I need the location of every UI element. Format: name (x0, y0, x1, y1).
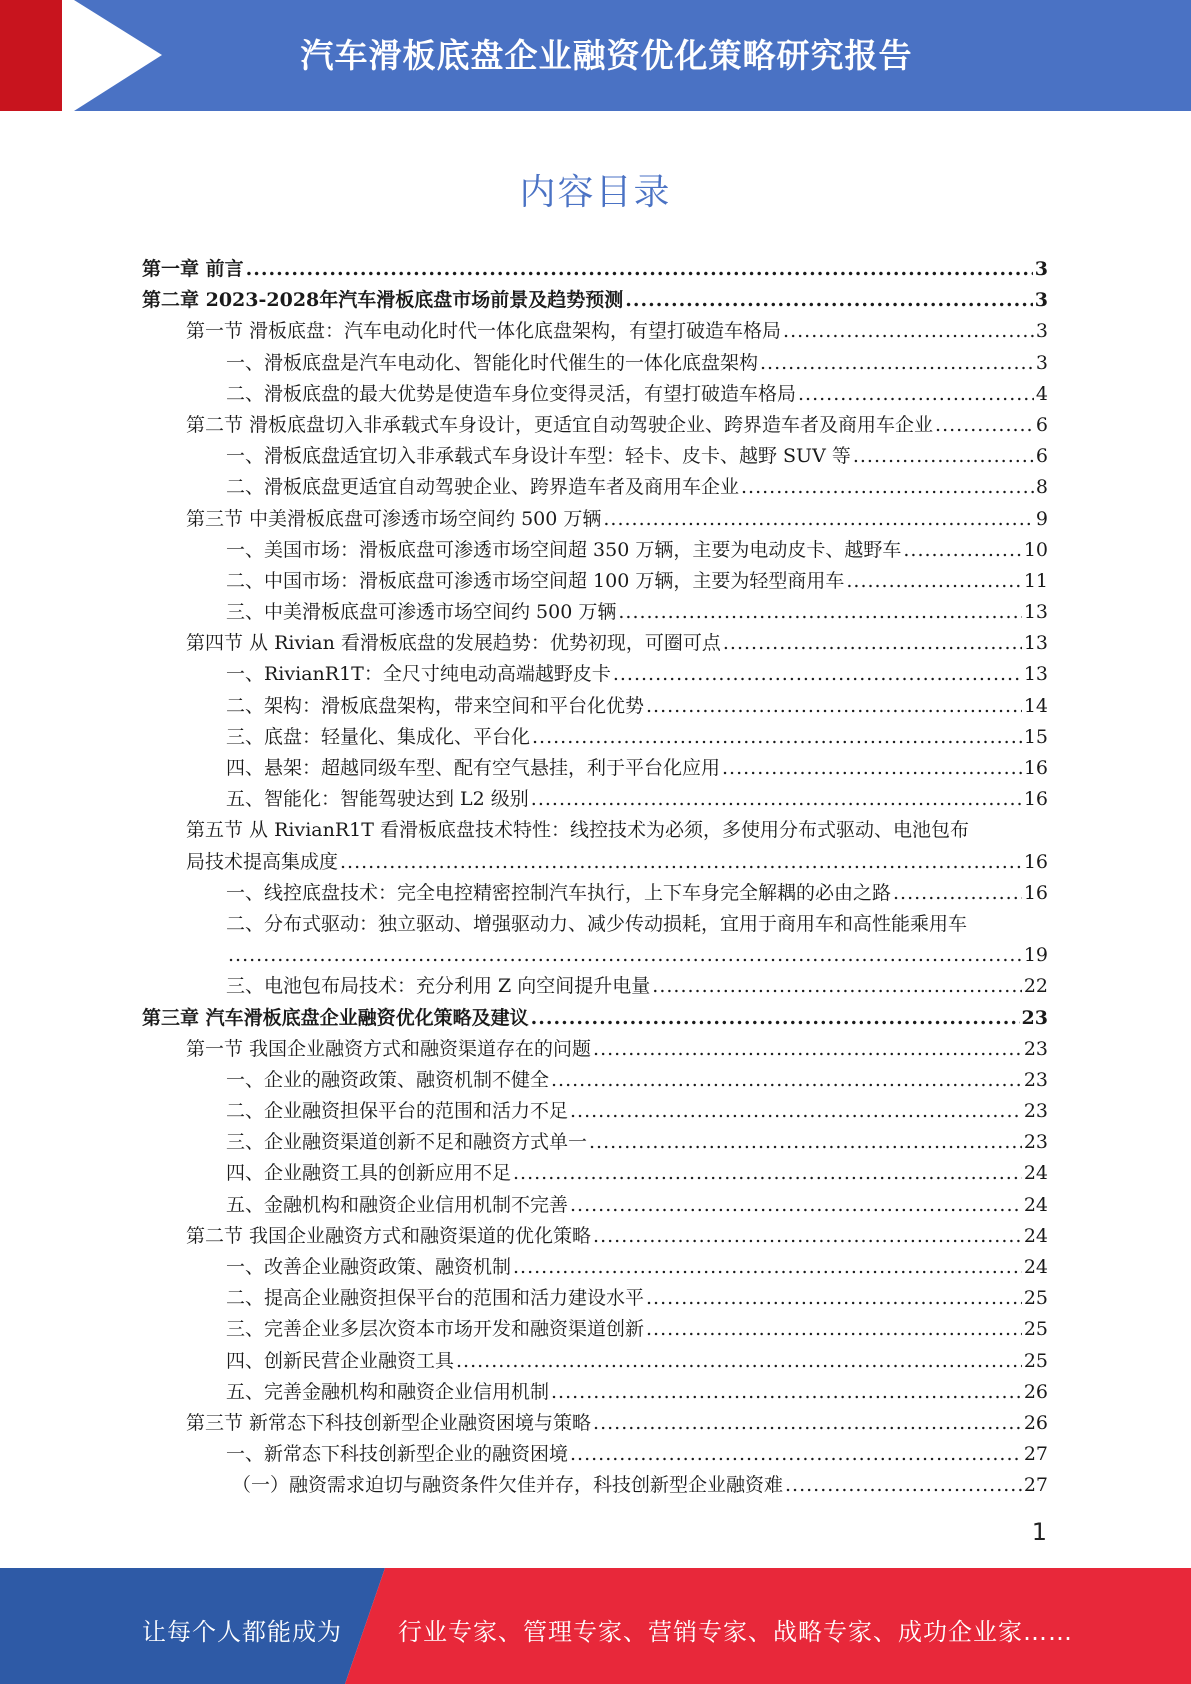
toc-leader-dots (570, 1190, 1022, 1221)
toc-entry-page: 23 (1023, 1131, 1048, 1154)
toc-entry-page: 14 (1023, 694, 1048, 717)
toc-entry[interactable] (142, 285, 1048, 316)
toc-entry-title: 一、滑板底盘是汽车电动化、智能化时代催生的一体化底盘架构 (226, 351, 759, 374)
toc-entry-page: 25 (1023, 1318, 1048, 1341)
toc-entry[interactable] (142, 878, 1048, 909)
toc-entry-page: 11 (1023, 569, 1048, 592)
report-title: 汽车滑板底盘企业融资优化策略研究报告 (300, 36, 913, 75)
toc-entry[interactable] (142, 691, 1048, 722)
toc-entry-page: 23 (1023, 1100, 1048, 1123)
toc-entry[interactable] (142, 753, 1048, 784)
toc-entry[interactable] (142, 1065, 1048, 1096)
toc-entry-page: 3 (1034, 289, 1048, 312)
toc-leader-dots (853, 441, 1034, 472)
toc-entry-title: 四、企业融资工具的创新应用不足 (226, 1162, 512, 1185)
toc-entry[interactable] (142, 722, 1048, 753)
toc-entry-page: 23 (1021, 1006, 1048, 1029)
toc-entry-title: 二、企业融资担保平台的范围和活力不足 (226, 1100, 569, 1123)
toc-entry-page: 25 (1023, 1349, 1048, 1372)
toc-entry-title: 第二章 2023-2028年汽车滑板底盘市场前景及趋势预测 (142, 289, 624, 312)
toc-entry-title: 二、滑板底盘更适宜自动驾驶企业、跨界造车者及商用车企业 (226, 476, 740, 499)
toc-entry-title: 第一节 滑板底盘：汽车电动化时代一体化底盘架构，有望打破造车格局 (186, 320, 782, 343)
toc-heading: 内容目录 (519, 172, 672, 213)
toc-entry-title: 三、企业融资渠道创新不足和融资方式单一 (226, 1131, 588, 1154)
toc-entry-title: 一、RivianR1T：全尺寸纯电动高端越野皮卡 (226, 663, 611, 686)
toc-entry-title: 四、悬架：超越同级车型、配有空气悬挂，利于平台化应用 (226, 757, 721, 779)
toc-entry-title: 二、架构：滑板底盘架构，带来空间和平台化优势 (226, 694, 645, 717)
toc-entry-title: 二、分布式驱动：独立驱动、增强驱动力、减少传动损耗，宜用于商用车和高性能乘用车 (226, 912, 968, 935)
toc-leader-dots (532, 722, 1022, 753)
table-of-contents (142, 254, 1048, 1502)
toc-entry[interactable] (142, 1314, 1048, 1345)
toc-entry-page: 8 (1035, 476, 1048, 499)
page-number: 1 (1031, 1518, 1047, 1546)
toc-entry-page: 13 (1023, 601, 1048, 624)
toc-leader-dots (785, 1470, 1022, 1501)
toc-leader-dots (618, 597, 1021, 628)
toc-entry[interactable] (142, 254, 1048, 285)
toc-entry-page: 26 (1023, 1411, 1048, 1434)
toc-entry-title: 一、改善企业融资政策、融资机制 (226, 1256, 512, 1278)
toc-entry-title: 一、企业的融资政策、融资机制不健全 (226, 1068, 550, 1091)
toc-leader-dots (783, 316, 1034, 347)
toc-entry-page: 15 (1023, 725, 1048, 748)
toc-entry-title: 第五节 从 RivianR1T 看滑板底盘技术特性：线控技术为必须，多使用分布式驱动、电池包布 (186, 819, 969, 842)
toc-leader-dots (456, 1346, 1022, 1377)
toc-entry[interactable] (142, 316, 1048, 347)
toc-entry[interactable] (142, 1190, 1048, 1221)
toc-leader-dots (760, 348, 1034, 379)
toc-leader-dots (903, 535, 1021, 566)
toc-entry[interactable] (142, 1470, 1048, 1501)
toc-leader-dots (798, 379, 1034, 410)
toc-entry[interactable] (142, 1283, 1048, 1314)
toc-leader-dots (646, 691, 1022, 722)
toc-leader-dots (646, 1283, 1022, 1314)
toc-leader-dots (593, 1408, 1022, 1439)
toc-entry-page: 9 (1035, 507, 1048, 530)
toc-entry-title: 三、中美滑板底盘可渗透市场空间约 500 万辆 (226, 601, 617, 624)
toc-entry-title: 第一节 我国企业融资方式和融资渠道存在的问题 (186, 1037, 592, 1060)
toc-entry[interactable] (142, 379, 1048, 410)
toc-entry-page: 24 (1023, 1224, 1048, 1247)
toc-entry[interactable] (142, 472, 1048, 503)
toc-entry-page: 25 (1023, 1287, 1048, 1310)
toc-leader-dots (228, 940, 1022, 971)
toc-entry-page: 4 (1035, 382, 1048, 405)
toc-entry-page: 16 (1023, 850, 1048, 873)
toc-entry[interactable] (142, 815, 1048, 846)
toc-entry[interactable] (142, 628, 1048, 659)
toc-entry[interactable] (142, 971, 1048, 1002)
toc-entry-page: 23 (1023, 1068, 1048, 1091)
toc-entry-title: 第三节 新常态下科技创新型企业融资困境与策略 (186, 1411, 592, 1434)
toc-leader-dots (893, 878, 1022, 909)
toc-entry-page: 24 (1023, 1256, 1048, 1278)
toc-entry[interactable] (142, 1408, 1048, 1439)
toc-entry-title: 一、线控底盘技术：完全电控精密控制汽车执行，上下车身完全解耦的必由之路 (226, 881, 892, 904)
toc-entry[interactable] (142, 784, 1048, 815)
toc-leader-dots (593, 1221, 1022, 1252)
toc-entry-title: 第二节 滑板底盘切入非承载式车身设计，更适宜自动驾驶企业、跨界造车者及商用车企业 (186, 413, 934, 436)
toc-leader-dots (613, 659, 1022, 690)
toc-entry-title: 五、金融机构和融资企业信用机制不完善 (226, 1193, 569, 1216)
toc-entry[interactable] (142, 1034, 1048, 1065)
toc-entry-continuation[interactable] (142, 940, 1048, 971)
toc-entry[interactable] (142, 348, 1048, 379)
toc-entry-page: 13 (1023, 632, 1048, 655)
toc-leader-dots (741, 472, 1034, 503)
toc-leader-dots (646, 1314, 1022, 1345)
toc-entry[interactable] (142, 909, 1048, 940)
toc-leader-dots (652, 971, 1022, 1002)
toc-leader-dots (570, 1096, 1022, 1127)
toc-entry-title: 三、底盘：轻量化、集成化、平台化 (226, 725, 531, 748)
toc-entry[interactable] (142, 1221, 1048, 1252)
toc-entry-title: 二、滑板底盘的最大优势是使造车身位变得灵活，有望打破造车格局 (226, 382, 797, 405)
toc-entry-page: 26 (1023, 1380, 1048, 1403)
toc-entry-page: 6 (1035, 445, 1048, 468)
toc-leader-dots (722, 753, 1022, 784)
toc-entry-title: 第三节 中美滑板底盘可渗透市场空间约 500 万辆 (186, 507, 602, 530)
toc-leader-dots (603, 504, 1034, 535)
toc-entry-page: 27 (1023, 1443, 1048, 1466)
toc-entry-page: 16 (1023, 788, 1048, 811)
toc-leader-dots (723, 628, 1022, 659)
toc-entry[interactable] (142, 1439, 1048, 1470)
toc-entry-title: 五、完善金融机构和融资企业信用机制 (226, 1380, 550, 1403)
toc-entry[interactable] (142, 1158, 1048, 1189)
toc-entry-page: 24 (1023, 1162, 1048, 1185)
toc-entry-page: 6 (1035, 413, 1048, 436)
toc-leader-dots (570, 1439, 1022, 1470)
toc-entry-title: 二、提高企业融资担保平台的范围和活力建设水平 (226, 1287, 645, 1310)
toc-leader-dots (593, 1034, 1022, 1065)
toc-entry-page: 10 (1023, 538, 1048, 561)
toc-entry-title: 二、中国市场：滑板底盘可渗透市场空间超 100 万辆，主要为轻型商用车 (226, 569, 845, 592)
toc-leader-dots (551, 1377, 1022, 1408)
toc-leader-dots (551, 1065, 1022, 1096)
toc-entry[interactable] (142, 1346, 1048, 1377)
toc-entry-title: 四、创新民营企业融资工具 (226, 1349, 455, 1372)
page-header-banner (0, 0, 1191, 111)
toc-entry[interactable] (142, 597, 1048, 628)
toc-entry[interactable] (142, 441, 1048, 472)
toc-entry[interactable] (142, 566, 1048, 597)
toc-entry[interactable] (142, 504, 1048, 535)
toc-entry-page: 3 (1035, 320, 1048, 343)
toc-entry-title: （一）融资需求迫切与融资条件欠佳并存，科技创新型企业融资难 (232, 1474, 784, 1497)
toc-entry[interactable] (142, 1003, 1048, 1034)
toc-entry-title: 三、电池包布局技术：充分利用 Z 向空间提升电量 (226, 975, 651, 998)
toc-entry-title: 第四节 从 Rivian 看滑板底盘的发展趋势：优势初现，可圈可点 (186, 632, 721, 655)
toc-entry-title: 一、新常态下科技创新型企业的融资困境 (226, 1443, 569, 1466)
toc-entry-title: 第一章 前言 (142, 258, 244, 280)
toc-entry[interactable] (142, 1096, 1048, 1127)
toc-entry-page: 24 (1023, 1193, 1048, 1216)
toc-entry-continuation[interactable] (142, 847, 1048, 878)
toc-entry[interactable] (142, 659, 1048, 690)
toc-entry-title: 一、美国市场：滑板底盘可渗透市场空间超 350 万辆，主要为电动皮卡、越野车 (226, 538, 902, 561)
toc-leader-dots (513, 1252, 1022, 1283)
toc-entry-page: 19 (1023, 944, 1048, 967)
toc-entry-title-continued: 局技术提高集成度 (186, 850, 339, 873)
toc-entry-page: 27 (1023, 1474, 1048, 1497)
toc-entry-title: 第二节 我国企业融资方式和融资渠道的优化策略 (186, 1224, 592, 1247)
toc-entry-page: 3 (1034, 258, 1048, 280)
toc-leader-dots (513, 1158, 1022, 1189)
toc-leader-dots (846, 566, 1021, 597)
toc-entry-title: 三、完善企业多层次资本市场开发和融资渠道创新 (226, 1318, 645, 1341)
footer-slogan-right: 行业专家、管理专家、营销专家、战略专家、成功企业家…… (398, 1618, 1073, 1646)
toc-entry-title: 五、智能化：智能驾驶达到 L2 级别 (226, 788, 529, 811)
toc-entry[interactable] (142, 535, 1048, 566)
toc-entry-page: 22 (1023, 975, 1048, 998)
toc-entry-page: 16 (1023, 881, 1048, 904)
page-footer-banner (0, 1568, 1191, 1684)
toc-leader-dots (246, 254, 1033, 285)
toc-entry-page: 23 (1023, 1037, 1048, 1060)
toc-leader-dots (935, 410, 1034, 441)
toc-entry-title: 第三章 汽车滑板底盘企业融资优化策略及建议 (142, 1006, 529, 1029)
toc-entry-page: 16 (1023, 757, 1048, 779)
toc-entry-page: 3 (1035, 351, 1048, 374)
toc-entry[interactable] (142, 1252, 1048, 1283)
toc-leader-dots (531, 784, 1022, 815)
toc-entry[interactable] (142, 1127, 1048, 1158)
toc-entry[interactable] (142, 410, 1048, 441)
toc-leader-dots (340, 847, 1022, 878)
toc-leader-dots (531, 1003, 1020, 1034)
toc-leader-dots (625, 285, 1033, 316)
toc-leader-dots (589, 1127, 1022, 1158)
footer-slogan-left: 让每个人都能成为 (142, 1618, 342, 1646)
toc-entry-title: 一、滑板底盘适宜切入非承载式车身设计车型：轻卡、皮卡、越野 SUV 等 (226, 445, 851, 468)
toc-entry[interactable] (142, 1377, 1048, 1408)
toc-entry-page: 13 (1023, 663, 1048, 686)
